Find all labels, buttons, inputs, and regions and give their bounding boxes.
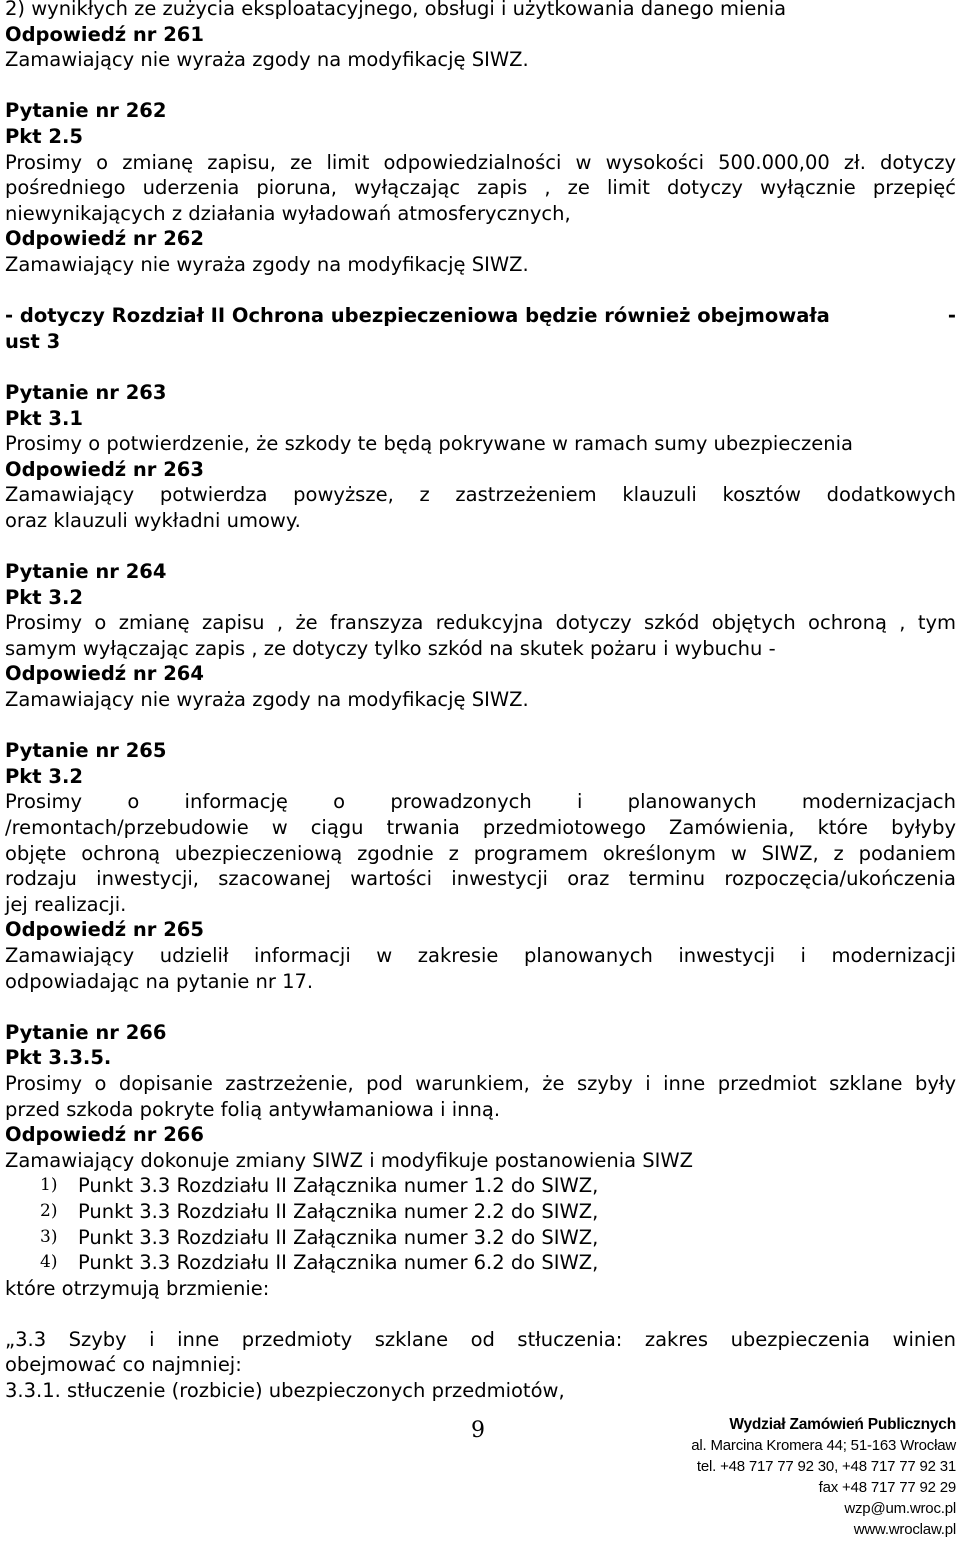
office-fax: fax +48 717 77 92 29 bbox=[818, 1479, 956, 1496]
list-item-number: 3) bbox=[40, 1226, 58, 1247]
answer-heading: Odpowiedź nr 264 bbox=[5, 662, 204, 686]
office-footer bbox=[691, 1414, 956, 1540]
office-website: www.wroclaw.pl bbox=[853, 1521, 956, 1538]
answer-text: Zamawiający udzielił informacji w zakresie planowanych inwestycji i modernizacji bbox=[5, 943, 956, 967]
section-heading-sub: ust 3 bbox=[5, 329, 61, 353]
office-name: Wydział Zamówień Publicznych bbox=[729, 1416, 956, 1433]
question-text: Prosimy o potwierdzenie, że szkody te będą pokrywane w ramach sumy ubezpieczenia bbox=[5, 432, 854, 456]
answer-heading: Odpowiedź nr 261 bbox=[5, 22, 204, 46]
question-text: jej realizacji. bbox=[5, 892, 127, 916]
point-reference: Pkt 3.2 bbox=[5, 764, 83, 788]
question-text: Prosimy o dopisanie zastrzeżenie, pod warunkiem, że szyby i inne przedmiot szklane były bbox=[5, 1071, 956, 1095]
list-item bbox=[5, 1173, 956, 1199]
question-text: /remontach/przebudowie w ciągu trwania przedmiotowego Zamówienia, które byłyby bbox=[5, 816, 956, 839]
list-item-text: Punkt 3.3 Rozdziału II Załącznika numer 3.2 do SIWZ, bbox=[78, 1225, 599, 1249]
office-address: al. Marcina Kromera 44; 51-163 Wrocław bbox=[691, 1437, 956, 1454]
question-heading: Pytanie nr 262 bbox=[5, 99, 167, 123]
section-heading-text: - dotyczy Rozdział II Ochrona ubezpieczeniowa będzie również obejmowała bbox=[5, 304, 830, 328]
question-text: samym wyłączając zapis , ze dotyczy tylko szkód na skutek pożaru i wybuchu - bbox=[5, 636, 776, 660]
list-item bbox=[5, 1250, 956, 1276]
question-text: niewynikających z działania wyładowań atmosferycznych, bbox=[5, 201, 571, 225]
point-reference: Pkt 3.2 bbox=[5, 585, 83, 609]
answer-heading: Odpowiedź nr 263 bbox=[5, 457, 204, 481]
point-reference: Pkt 2.5 bbox=[5, 124, 83, 148]
question-text: przed szkoda pokryte folią antywłamaniowa i inną. bbox=[5, 1097, 501, 1121]
question-text: Prosimy o informację o prowadzonych i planowanych modernizacjach bbox=[5, 790, 956, 814]
list-item bbox=[5, 1199, 956, 1225]
answer-text: Zamawiający nie wyraża zgody na modyfikację SIWZ. bbox=[5, 252, 529, 276]
answer-text: Zamawiający nie wyraża zgody na modyfikację SIWZ. bbox=[5, 688, 529, 712]
list-item-number: 4) bbox=[40, 1252, 58, 1273]
answer-text: które otrzymują brzmienie: bbox=[5, 1276, 270, 1300]
question-text: rodzaju inwestycji, szacowanej wartości inwestycji oraz terminu rozpoczęcia/ukończenia bbox=[5, 867, 956, 891]
section-heading-dash: - bbox=[947, 304, 956, 328]
answer-text: odpowiadając na pytanie nr 17. bbox=[5, 969, 314, 993]
quoted-text: „3.3 Szyby i inne przedmioty szklane od stłuczenia: zakres ubezpieczenia winien bbox=[5, 1327, 956, 1351]
question-text: Prosimy o zmianę zapisu , że franszyza redukcyjna dotyczy szkód objętych ochroną , tym bbox=[5, 611, 956, 635]
page-number: 9 bbox=[471, 1418, 485, 1443]
question-text: objęte ochroną ubezpieczeniową zgodnie z programem określonym w SIWZ, z podaniem bbox=[5, 841, 956, 865]
answer-text: Zamawiający dokonuje zmiany SIWZ i modyfikuje postanowienia SIWZ bbox=[5, 1148, 694, 1172]
answer-heading: Odpowiedź nr 266 bbox=[5, 1123, 204, 1147]
answer-heading: Odpowiedź nr 262 bbox=[5, 227, 204, 251]
answer-text: oraz klauzuli wykładni umowy. bbox=[5, 508, 301, 532]
question-heading: Pytanie nr 263 bbox=[5, 380, 167, 404]
office-tel: tel. +48 717 77 92 30, +48 717 77 92 31 bbox=[696, 1458, 956, 1475]
text-line: 2) wynikłych ze zużycia eksploatacyjnego, obsługi i użytkowania danego mienia bbox=[5, 0, 787, 20]
list-item-text: Punkt 3.3 Rozdziału II Załącznika numer 6.2 do SIWZ, bbox=[78, 1251, 599, 1275]
amendment-list bbox=[5, 1173, 956, 1275]
answer-text: Zamawiający nie wyraża zgody na modyfikację SIWZ. bbox=[5, 48, 529, 72]
list-item-number: 2) bbox=[40, 1200, 58, 1221]
office-email: wzp@um.wroc.pl bbox=[844, 1500, 956, 1517]
list-item bbox=[5, 1225, 956, 1251]
list-item-text: Punkt 3.3 Rozdziału II Załącznika numer 1.2 do SIWZ, bbox=[78, 1174, 599, 1198]
quoted-text: 3.3.1. stłuczenie (rozbicie) ubezpieczonych przedmiotów, bbox=[5, 1379, 565, 1403]
answer-text: Zamawiający potwierdza powyższe, z zastrzeżeniem klauzuli kosztów dodatkowych bbox=[5, 483, 956, 507]
question-heading: Pytanie nr 266 bbox=[5, 1020, 167, 1044]
quoted-text: obejmować co najmniej: bbox=[5, 1353, 242, 1377]
section-heading bbox=[5, 303, 956, 329]
answer-heading: Odpowiedź nr 265 bbox=[5, 918, 204, 942]
question-heading: Pytanie nr 265 bbox=[5, 739, 167, 763]
point-reference: Pkt 3.3.5. bbox=[5, 1046, 112, 1070]
question-heading: Pytanie nr 264 bbox=[5, 560, 167, 584]
list-item-number: 1) bbox=[40, 1175, 58, 1196]
list-item-text: Punkt 3.3 Rozdziału II Załącznika numer 2.2 do SIWZ, bbox=[78, 1199, 599, 1223]
document-page bbox=[5, 0, 956, 1404]
point-reference: Pkt 3.1 bbox=[5, 406, 83, 430]
question-text: Prosimy o zmianę zapisu, ze limit odpowiedzialności w wysokości 500.000,00 zł. dotyczy pośredniego uderzenia pioruna, wyłączając zapis , ze limit dotyczy wyłącznie przepięć bbox=[5, 150, 956, 200]
